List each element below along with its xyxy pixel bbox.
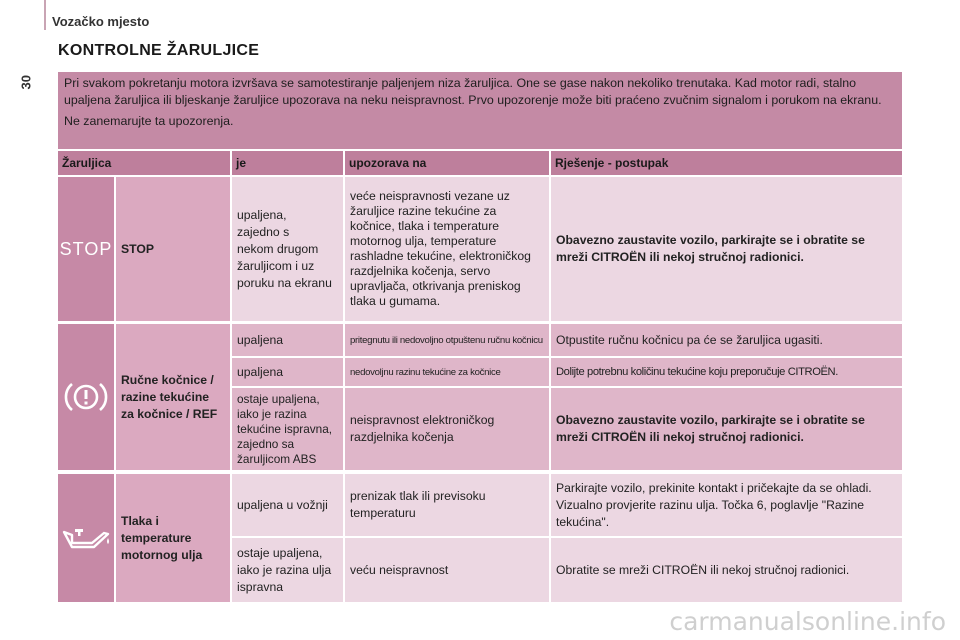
brake-row2-state: upaljena <box>232 358 343 386</box>
brake-row1-solution: Otpustite ručnu kočnicu pa će se žaruljica ugasiti. <box>551 324 902 356</box>
brake-row1-state: upaljena <box>232 324 343 356</box>
header-warning-light: Žaruljica <box>58 151 230 175</box>
stop-warning: veće neispravnosti vezane uz žaruljice razine tekućine za kočnice, tlaka i temperature motornog ulja, temperature rashladne tekućine, elektroničkog razdjelnika kočenja, servo upravljača, otkrivanja preniskog tlaka u gumama. <box>345 177 549 321</box>
header-state: je <box>232 151 343 175</box>
brake-row2-solution: Dolijte potrebnu količinu tekućine koju preporučuje CITROËN. <box>551 358 902 386</box>
intro-paragraph: Pri svakom pokretanju motora izvršava se samotestiranje paljenjem niza žaruljica. One se gase nakon nekoliko trenutaka. Kad motor radi, stalno upaljena žaruljica ili bljeskanje žaruljice upozorava na neku neispravnost. Prvo upozorenje može biti praćeno zvučnim signalom i porukom na ekranu. <box>64 76 882 107</box>
chapter-title: Vozačko mjesto <box>52 14 150 29</box>
oil-row1-solution: Parkirajte vozilo, prekinite kontakt i pričekajte da se ohladi. Vizualno provjerite razinu ulja. Točka 6, poglavlje "Razine tekućina". <box>551 474 902 536</box>
page-title: KONTROLNE ŽARULJICE <box>58 42 260 59</box>
oil-row1-warning: prenizak tlak ili previsoku temperaturu <box>345 474 549 536</box>
stop-solution: Obavezno zaustavite vozilo, parkirajte se i obratite se mreži CITROËN ili nekoj stručnoj radionici. <box>551 177 902 321</box>
brake-row3-warning: neispravnost elektroničkog razdjelnika kočenja <box>345 388 549 470</box>
intro-paragraph: Ne zanemarujte ta upozorenja. <box>64 114 234 128</box>
oil-icon-cell <box>58 474 114 602</box>
oil-can-icon <box>61 523 111 553</box>
brake-row3-solution: Obavezno zaustavite vozilo, parkirajte se i obratite se mreži CITROËN ili nekoj stručnoj radionici. <box>551 388 902 470</box>
brake-name: Ručne kočnice / razine tekućine za kočnice / REF <box>116 324 230 470</box>
brake-warning-icon <box>63 379 109 415</box>
oil-row2-state: ostaje upaljena, iako je razina ulja ispravna <box>232 538 343 602</box>
header-warns-of: upozorava na <box>345 151 549 175</box>
stop-icon-cell <box>58 177 114 321</box>
oil-row1-state: upaljena u vožnji <box>232 474 343 536</box>
header-solution: Rješenje - postupak <box>551 151 902 175</box>
oil-row2-solution: Obratite se mreži CITROËN ili nekoj stručnoj radionici. <box>551 538 902 602</box>
oil-row2-warning: veću neispravnost <box>345 538 549 602</box>
side-bar <box>44 0 46 30</box>
brake-row2-warning: nedovoljnu razinu tekućine za kočnice <box>345 358 549 386</box>
watermark: carmanualsonline.info <box>669 607 946 636</box>
oil-name: Tlaka i temperature motornog ulja <box>116 474 230 602</box>
brake-row3-state: ostaje upaljena, iako je razina tekućine ispravna, zajedno sa žaruljicom ABS <box>232 388 343 470</box>
page-number: 30 <box>18 75 34 90</box>
intro-box <box>58 72 902 149</box>
brake-icon-cell <box>58 324 114 470</box>
brake-row1-warning: pritegnutu ili nedovoljno otpuštenu ručnu kočnicu <box>345 324 549 356</box>
stop-name: STOP <box>116 177 230 321</box>
stop-state: upaljena, zajedno s nekom drugom žaruljicom i uz poruku na ekranu <box>232 177 343 321</box>
stop-icon: STOP <box>59 238 113 259</box>
